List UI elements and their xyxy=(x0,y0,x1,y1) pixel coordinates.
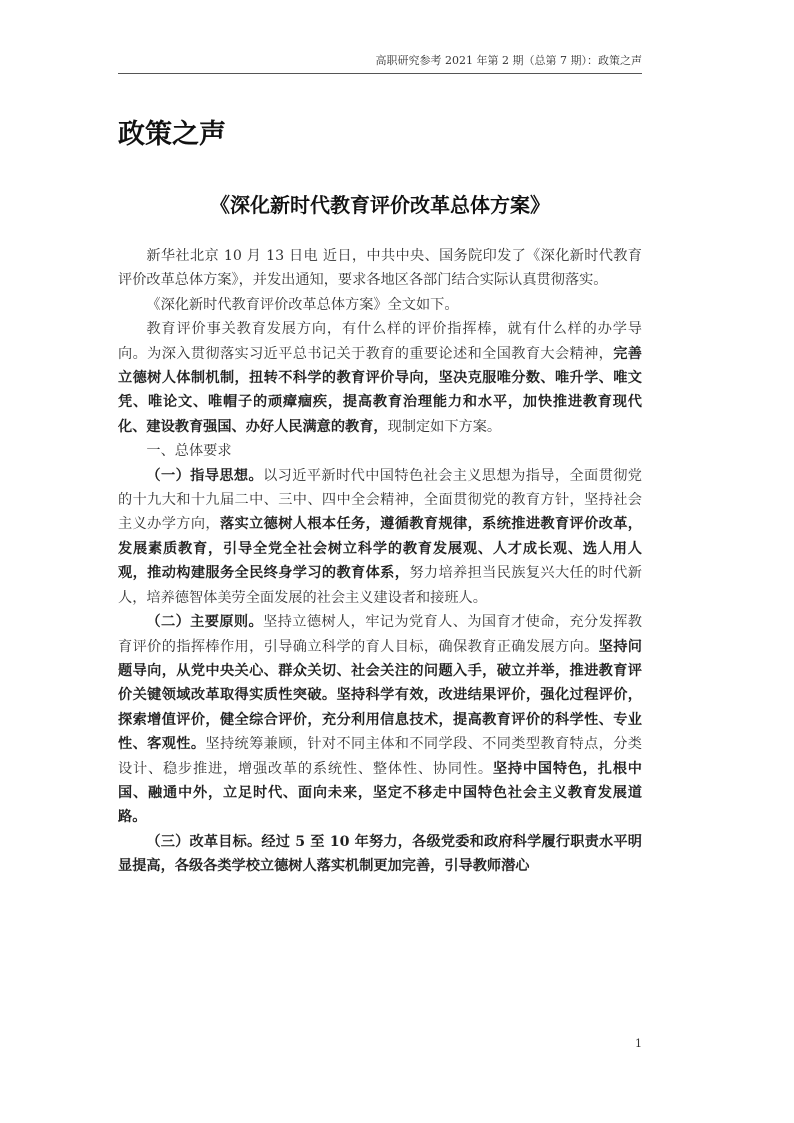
paragraph-2: 《深化新时代教育评价改革总体方案》全文如下。 xyxy=(146,296,459,313)
reform-goals-bold: 经过 5 至 10 年努力，各级党委和政府科学履行职责水平明显提高，各级各类学校立德树人落实机制更加完善，引导教师潜心 xyxy=(118,833,642,875)
paragraph-3 xyxy=(118,317,642,439)
main-principles-bold-2: 坚持中国特色，扎根中国、融通中外，立足时代、面向未来，坚定不移走中国特色社会主义教育发展道路。 xyxy=(118,760,642,826)
paragraph-guiding-ideology xyxy=(118,464,642,610)
guiding-ideology-text-end: 努力培养担当民族复兴大任的时代新人，培养德智体美劳全面发展的社会主义建设者和接班人。 xyxy=(118,565,642,606)
main-principles-text-2: 坚持统筹兼顾，针对不同主体和不同学段、不同类型教育特点，分类设计、稳步推进，增强改革的系统性、整体性、协同性。 xyxy=(118,736,642,777)
paragraph-1: 新华社北京 10 月 13 日电 近日，中共中央、国务院印发了《深化新时代教育评价改革总体方案》，并发出通知，要求各地区各部门结合实际认真贯彻落实。 xyxy=(118,248,642,289)
main-principles-label: （二）主要原则。 xyxy=(146,614,264,631)
guiding-ideology-label: （一）指导思想。 xyxy=(146,467,264,484)
main-principles-text: 坚持立德树人，牢记为党育人、为国育才使命，充分发挥教育评价的指挥棒作用，引导确立科学的育人目标，确保教育正确发展方向。 xyxy=(118,614,642,655)
section-title: 政策之声 xyxy=(118,119,226,150)
paragraph-reform-goals xyxy=(118,830,642,879)
heading-general-requirements: 一、总体要求 xyxy=(146,443,232,460)
document-title: 《深化新时代教育评价改革总体方案》 xyxy=(210,193,550,217)
paragraph-3-text-end: 现制定如下方案。 xyxy=(387,418,502,435)
paragraph-main-principles xyxy=(118,610,642,830)
paragraph-3-text: 教育评价事关教育发展方向，有什么样的评价指挥棒，就有什么样的办学导向。为深入贯彻落实习近平总书记关于教育的重要论述和全国教育大会精神， xyxy=(118,321,642,362)
guiding-ideology-bold: 落实立德树人根本任务，遵循教育规律，系统推进教育评价改革，发展素质教育，引导全党全社会树立科学的教育发展观、人才成长观、选人用人观，推动构建服务全民终身学习的教育体系， xyxy=(118,516,642,582)
header-rule xyxy=(118,73,642,74)
running-header: 高职研究参考 2021 年第 2 期（总第 7 期）：政策之声 xyxy=(375,54,642,67)
body-text xyxy=(118,244,642,879)
main-principles-bold: 坚持问题导向，从党中央关心、群众关切、社会关注的问题入手，破立并举，推进教育评价关键领域改革取得实质性突破。坚持科学有效，改进结果评价，强化过程评价，探索增值评价，健全综合评价，充分利用信息技术，提高教育评价的科学性、专业性、客观性。 xyxy=(118,638,642,753)
guiding-ideology-text: 以习近平新时代中国特色社会主义思想为指导，全面贯彻党的十九大和十九届二中、三中、四中全会精神，全面贯彻党的教育方针，坚持社会主义办学方向， xyxy=(118,467,642,533)
page-number: 1 xyxy=(635,1037,642,1050)
reform-goals-label: （三）改革目标。 xyxy=(146,833,262,850)
paragraph-3-bold: 完善立德树人体制机制，扭转不科学的教育评价导向，坚决克服唯分数、唯升学、唯文凭、唯论文、唯帽子的顽瘴痼疾，提高教育治理能力和水平，加快推进教育现代化、建设教育强国、办好人民满意的教育， xyxy=(118,345,642,435)
